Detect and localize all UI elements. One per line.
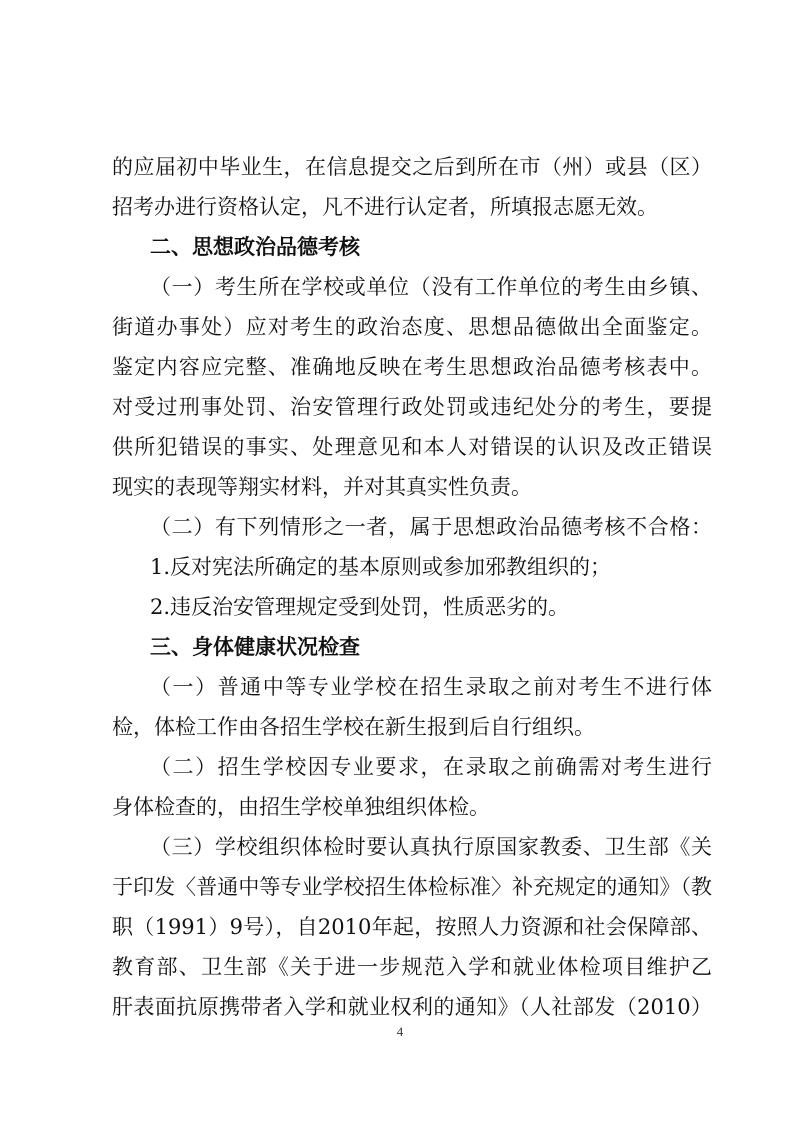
paragraph-line: 招考办进行资格认定，凡不进行认定者，所填报志愿无效。 <box>112 195 658 219</box>
page-number: 4 <box>396 1024 404 1039</box>
paragraph-line: 街道办事处）应对考生的政治态度、思想品德做出全面鉴定。 <box>112 315 712 339</box>
paragraph-line: 的应届初中毕业生，在信息提交之后到所在市（州）或县（区） <box>112 155 712 179</box>
section-heading: 三、身体健康状况检查 <box>150 635 360 659</box>
paragraph-line: 肝表面抗原携带者入学和就业权利的通知》（人社部发（2010） <box>112 995 712 1019</box>
paragraph-line: 职（1991）9号），自2010年起，按照人力资源和社会保障部、 <box>112 915 712 939</box>
paragraph-line: （二）招生学校因专业要求，在录取之前确需对考生进行 <box>150 755 712 779</box>
list-item: 1.反对宪法所确定的基本原则或参加邪教组织的； <box>150 555 612 579</box>
paragraph-line: （一）普通中等专业学校在招生录取之前对考生不进行体 <box>150 675 712 699</box>
paragraph-line: 现实的表现等翔实材料，并对其真实性负责。 <box>112 475 532 499</box>
paragraph-line: 鉴定内容应完整、准确地反映在考生思想政治品德考核表中。 <box>112 355 712 379</box>
paragraph-line: （二）有下列情形之一者，属于思想政治品德考核不合格： <box>150 515 712 539</box>
paragraph-line: 教育部、卫生部《关于进一步规范入学和就业体检项目维护乙 <box>112 955 712 979</box>
paragraph-line: （一）考生所在学校或单位（没有工作单位的考生由乡镇、 <box>150 275 712 299</box>
paragraph-line: 于印发〈普通中等专业学校招生体检标准〉补充规定的通知》（教 <box>112 875 712 899</box>
paragraph-line: 供所犯错误的事实、处理意见和本人对错误的认识及改正错误 <box>112 435 712 459</box>
paragraph-line: 身体检查的，由招生学校单独组织体检。 <box>112 795 490 819</box>
paragraph-line: 检，体检工作由各招生学校在新生报到后自行组织。 <box>112 715 595 739</box>
list-item: 2.违反治安管理规定受到处罚，性质恶劣的。 <box>150 595 570 619</box>
paragraph-line: （三）学校组织体检时要认真执行原国家教委、卫生部《关 <box>150 835 712 859</box>
paragraph-line: 对受过刑事处罚、治安管理行政处罚或违纪处分的考生，要提 <box>112 395 712 419</box>
section-heading: 二、思想政治品德考核 <box>150 235 360 259</box>
